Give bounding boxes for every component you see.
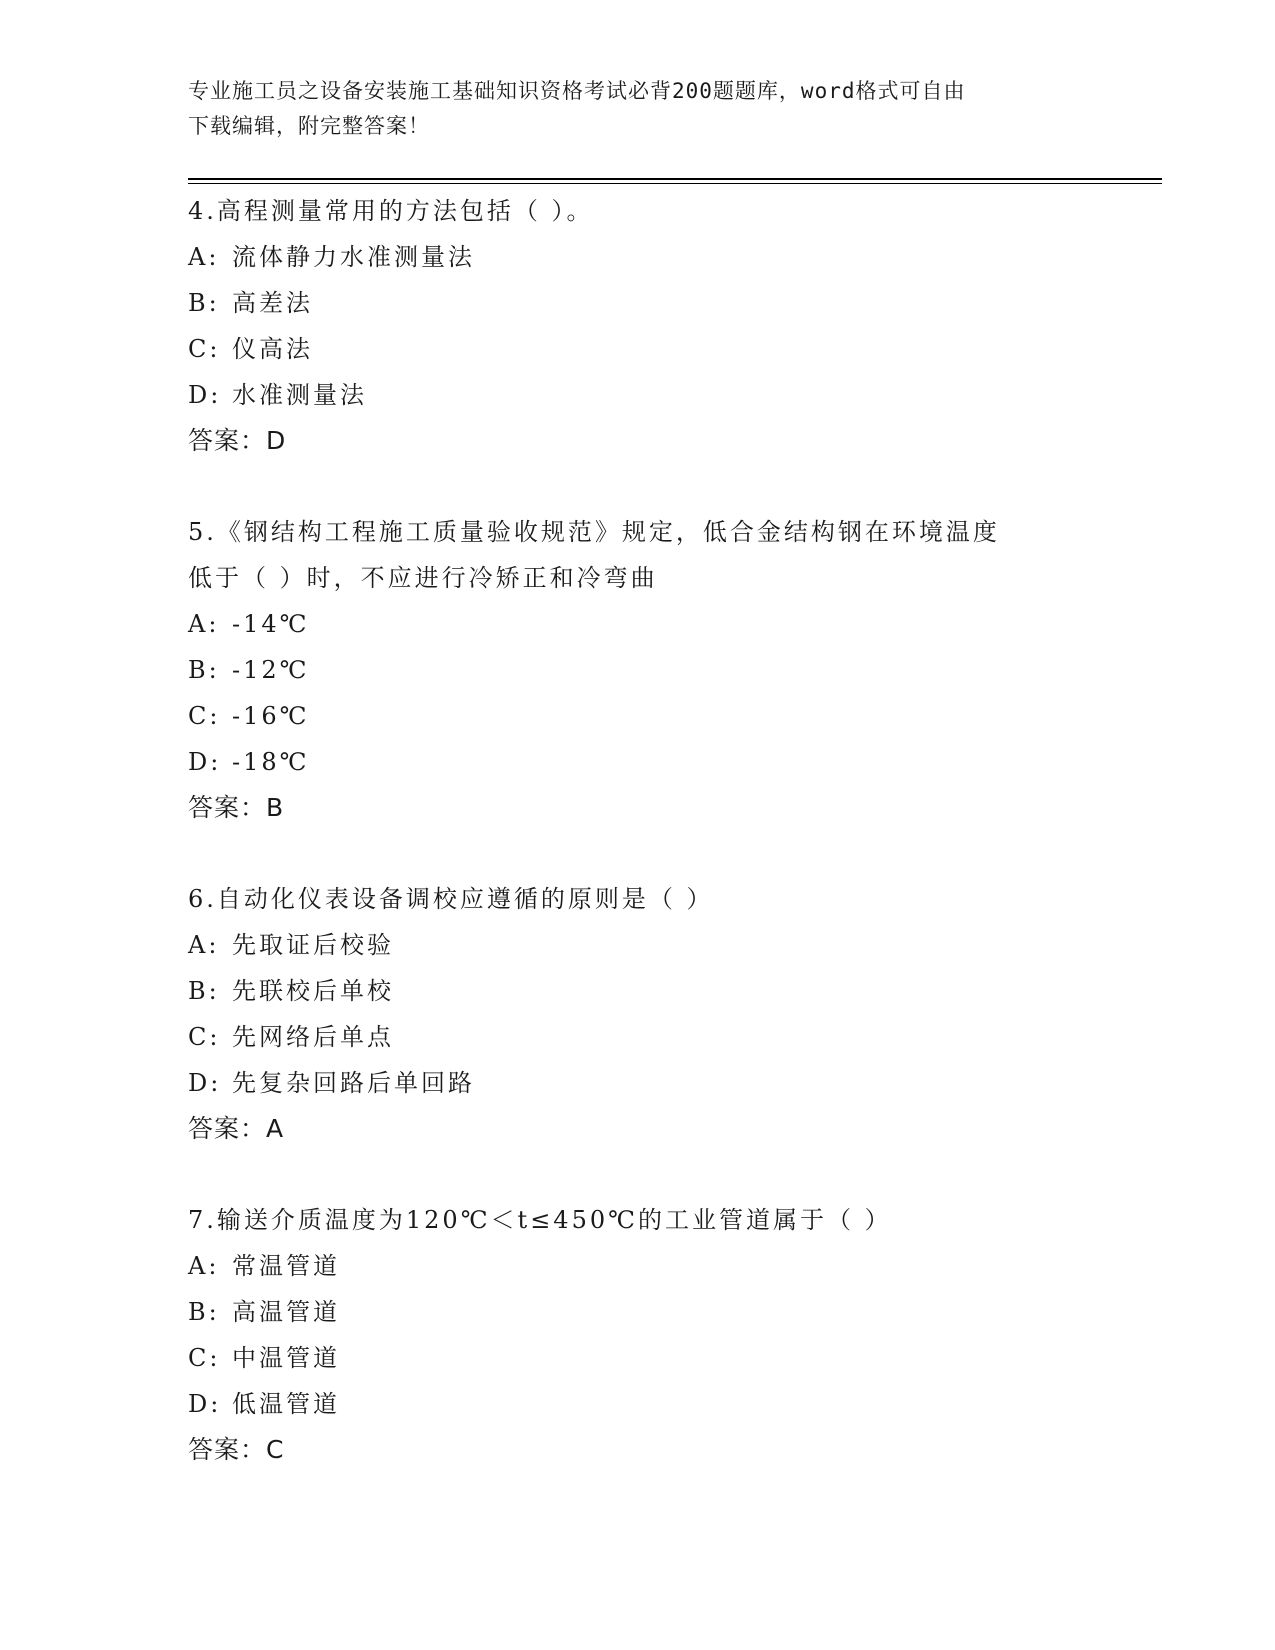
option-key: D:	[188, 748, 222, 776]
document-header	[188, 74, 1068, 144]
option-text: -16℃	[232, 702, 310, 730]
option-a	[188, 1243, 1118, 1289]
question-stem-line: 7.输送介质温度为120℃＜t≤450℃的工业管道属于（ ）	[188, 1206, 892, 1234]
question-list	[188, 188, 1118, 1518]
answer-line: 答案：A	[188, 1114, 285, 1143]
option-a	[188, 601, 1118, 647]
option-c	[188, 1014, 1118, 1060]
question-block	[188, 509, 1118, 831]
option-key: A:	[188, 1252, 220, 1280]
option-d	[188, 372, 1118, 418]
header-line-2: 下载编辑，附完整答案！	[188, 114, 430, 138]
question-stem-line: 低于（ ）时，不应进行冷矫正和冷弯曲	[188, 564, 658, 592]
option-key: D:	[188, 1069, 222, 1097]
option-b	[188, 647, 1118, 693]
question-stem	[188, 509, 1088, 601]
option-d	[188, 1381, 1118, 1427]
option-text: -12℃	[232, 656, 310, 684]
answer-line: 答案：B	[188, 793, 285, 822]
option-b	[188, 1289, 1118, 1335]
option-c	[188, 326, 1118, 372]
option-text: 先网络后单点	[232, 1023, 394, 1051]
option-text: 常温管道	[232, 1252, 340, 1280]
option-text: 先复杂回路后单回路	[232, 1069, 475, 1097]
option-key: A:	[188, 610, 220, 638]
option-key: C:	[188, 702, 221, 730]
option-text: 高温管道	[232, 1298, 340, 1326]
option-key: C:	[188, 1344, 221, 1372]
option-key: C:	[188, 335, 221, 363]
question-stem-line: 6.自动化仪表设备调校应遵循的原则是（ ）	[188, 885, 714, 913]
option-text: 水准测量法	[232, 381, 367, 409]
option-b	[188, 968, 1118, 1014]
header-divider-thick	[188, 178, 1162, 180]
option-d	[188, 1060, 1118, 1106]
question-stem	[188, 876, 1088, 922]
question-stem-line: 4.高程测量常用的方法包括（ ）。	[188, 197, 594, 225]
answer-line: 答案：C	[188, 1435, 285, 1464]
option-text: 流体静力水准测量法	[232, 243, 475, 271]
option-text: -14℃	[232, 610, 310, 638]
option-text: 低温管道	[232, 1390, 340, 1418]
question-stem	[188, 188, 1088, 234]
option-b	[188, 280, 1118, 326]
option-key: B:	[188, 1298, 220, 1326]
question-block	[188, 876, 1118, 1152]
option-c	[188, 1335, 1118, 1381]
header-divider-thin	[188, 183, 1162, 184]
option-key: A:	[188, 243, 220, 271]
question-stem	[188, 1197, 1088, 1243]
option-key: B:	[188, 289, 220, 317]
option-key: D:	[188, 381, 222, 409]
option-key: D:	[188, 1390, 222, 1418]
option-d	[188, 739, 1118, 785]
option-text: 中温管道	[232, 1344, 340, 1372]
question-stem-line: 5.《钢结构工程施工质量验收规范》规定，低合金结构钢在环境温度	[188, 518, 1000, 546]
option-key: B:	[188, 656, 220, 684]
option-a	[188, 234, 1118, 280]
question-block	[188, 188, 1118, 464]
answer-line: 答案：D	[188, 426, 287, 455]
option-key: C:	[188, 1023, 221, 1051]
header-line-1: 专业施工员之设备安装施工基础知识资格考试必背200题题库，word格式可自由	[188, 79, 966, 103]
option-a	[188, 922, 1118, 968]
option-text: 先取证后校验	[232, 931, 394, 959]
option-text: 高差法	[232, 289, 313, 317]
option-key: B:	[188, 977, 220, 1005]
option-text: -18℃	[232, 748, 310, 776]
question-block	[188, 1197, 1118, 1473]
option-text: 仪高法	[232, 335, 313, 363]
option-c	[188, 693, 1118, 739]
option-text: 先联校后单校	[232, 977, 394, 1005]
option-key: A:	[188, 931, 220, 959]
